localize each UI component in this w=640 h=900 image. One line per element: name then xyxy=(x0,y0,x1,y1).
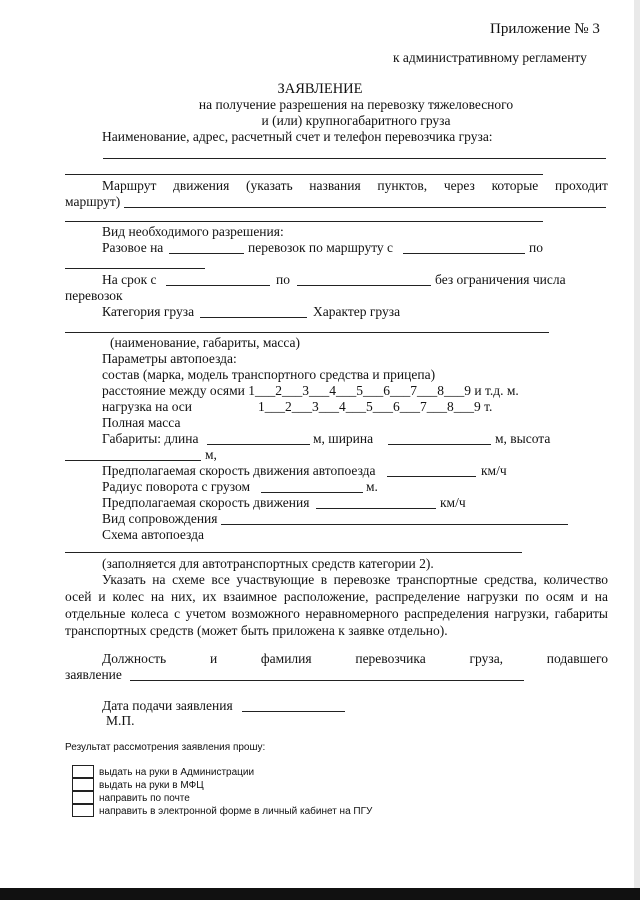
dims-height-label: м, высота xyxy=(495,431,551,446)
single-permit-suffix: по xyxy=(529,240,543,255)
escort-field[interactable] xyxy=(221,524,568,525)
option-administration-checkbox[interactable] xyxy=(72,765,94,778)
result-label: Результат рассмотрения заявления прошу: xyxy=(65,742,266,753)
instruction-line-2: осей и колес на них, их взаимное расположение, распределение нагрузки по осям и на xyxy=(65,589,608,604)
single-route-to-field[interactable] xyxy=(65,268,205,269)
scheme-filled-note: (заполняется для автотранспортных средств категории 2). xyxy=(102,556,434,571)
single-permit-mid: перевозок по маршруту с xyxy=(248,240,394,255)
document-title: ЗАЯВЛЕНИЕ xyxy=(277,81,363,97)
appendix-number: Приложение № 3 xyxy=(490,21,600,37)
route-label-cont: маршрут) xyxy=(65,194,121,209)
dims-unit: м, xyxy=(205,447,217,462)
turn-radius-label: Радиус поворота с грузом xyxy=(102,479,250,494)
axle-load-values: 1___2___3___4___5___6___7___8___9 т. xyxy=(258,399,493,414)
option-mfc-label: выдать на руки в МФЦ xyxy=(99,780,204,791)
cargo-nature-field[interactable] xyxy=(65,332,549,333)
speed-unit2: км/ч xyxy=(440,495,466,510)
train-params-label: Параметры автопоезда: xyxy=(102,351,237,366)
dims-length-label: Габариты: длина xyxy=(102,431,199,446)
carrier-label: Наименование, адрес, расчетный счет и телефон перевозчика груза: xyxy=(102,129,493,144)
instruction-line-4: транспортных средств (может быть приложена к заявке отдельно). xyxy=(65,623,448,638)
date-field[interactable] xyxy=(242,711,345,712)
route-label: Маршрут движения (указать названия пунктов, через которые проходит xyxy=(102,178,608,193)
period-permit-suffix: без ограничения числа xyxy=(435,272,566,287)
cargo-nature-label: Характер груза xyxy=(313,304,401,319)
route-line-2[interactable] xyxy=(65,221,543,222)
escort-label: Вид сопровождения xyxy=(102,511,218,526)
carrier-line-2[interactable] xyxy=(65,174,543,175)
period-from-field[interactable] xyxy=(166,285,270,286)
signature-label: Должность и фамилия перевозчика груза, подавшего xyxy=(102,651,608,666)
scan-edge xyxy=(634,0,640,900)
title-line-1: на получение разрешения на перевозку тяжеловесного xyxy=(198,97,514,112)
title-line-2: и (или) крупногабаритного груза xyxy=(261,113,451,128)
scheme-field[interactable] xyxy=(65,552,522,553)
width-field[interactable] xyxy=(388,444,491,445)
speed-expected-field[interactable] xyxy=(387,476,476,477)
cargo-category-label: Категория груза xyxy=(102,304,195,319)
axle-distance-row: расстояние между осями 1___2___3___4___5___6___7___8___9 и т.д. м. xyxy=(102,383,519,398)
speed-expected2-label: Предполагаемая скорость движения xyxy=(102,495,310,510)
turn-radius-unit: м. xyxy=(366,479,378,494)
length-field[interactable] xyxy=(207,444,310,445)
period-permit-mid: по xyxy=(276,272,290,287)
route-line-1[interactable] xyxy=(124,207,606,208)
option-pgu-label: направить в электронной форме в личный кабинет на ПГУ xyxy=(99,806,373,817)
date-label: Дата подачи заявления xyxy=(102,698,233,713)
single-route-from-field[interactable] xyxy=(403,253,525,254)
cargo-category-field[interactable] xyxy=(200,317,307,318)
scheme-label: Схема автопоезда xyxy=(102,527,204,542)
option-mail-label: направить по почте xyxy=(99,793,190,804)
period-permit-cont: перевозок xyxy=(65,288,123,303)
option-administration-label: выдать на руки в Администрации xyxy=(99,767,255,778)
period-permit-prefix: На срок с xyxy=(102,272,157,287)
period-to-field[interactable] xyxy=(297,285,431,286)
option-mail-checkbox[interactable] xyxy=(72,791,94,804)
scan-border-bottom xyxy=(0,888,640,900)
permit-label: Вид необходимого разрешения: xyxy=(102,224,284,239)
option-mfc-checkbox[interactable] xyxy=(72,778,94,791)
speed-expected2-field[interactable] xyxy=(316,508,436,509)
cargo-note: (наименование, габариты, масса) xyxy=(110,335,300,350)
instruction-line-1: Указать на схеме все участвующие в перевозке транспортные средства, количество xyxy=(102,572,608,587)
single-count-field[interactable] xyxy=(169,253,244,254)
dims-width-label: м, ширина xyxy=(313,431,374,446)
full-mass-label: Полная масса xyxy=(102,415,181,430)
stamp-placeholder: М.П. xyxy=(106,713,135,728)
turn-radius-field[interactable] xyxy=(261,492,363,493)
height-field[interactable] xyxy=(65,460,201,461)
carrier-line-1[interactable] xyxy=(103,158,606,159)
instruction-line-3: отдельные колеса с учетом возможного неравномерного распределения нагрузки, габариты xyxy=(65,606,608,621)
axle-load-label: нагрузка на оси xyxy=(102,399,193,414)
train-composition-label: состав (марка, модель транспортного средства и прицепа) xyxy=(102,367,436,382)
regulation-reference: к административному регламенту xyxy=(393,50,587,65)
signature-label-cont: заявление xyxy=(65,667,122,682)
speed-unit: км/ч xyxy=(481,463,507,478)
option-pgu-checkbox[interactable] xyxy=(72,804,94,817)
speed-expected-label: Предполагаемая скорость движения автопоезда xyxy=(102,463,376,478)
single-permit-prefix: Разовое на xyxy=(102,240,164,255)
signature-field[interactable] xyxy=(130,680,524,681)
